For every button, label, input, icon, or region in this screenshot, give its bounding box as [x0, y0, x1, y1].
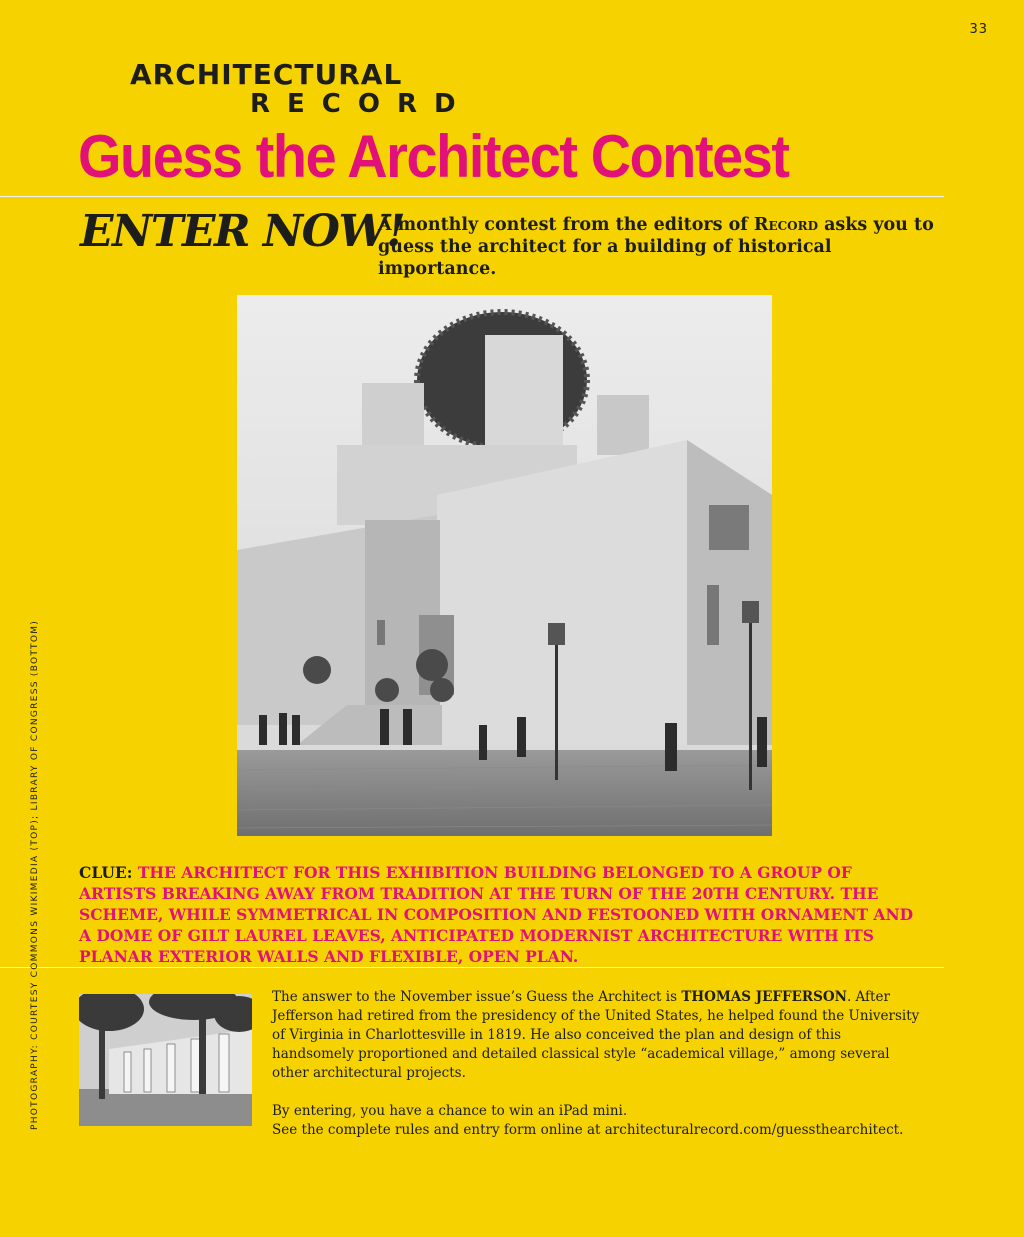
prize-text: By entering, you have a chance to win an iPad mini. — [272, 1103, 628, 1119]
answer-name: THOMAS JEFFERSON — [681, 989, 847, 1005]
divider-bottom — [0, 967, 944, 968]
photo-credit: PHOTOGRAPHY: COURTESY COMMONS WIKIMEDIA (TOP); LIBRARY OF CONGRESS (BOTTOM) — [30, 619, 40, 1130]
masthead-line2: RECORD — [250, 89, 473, 119]
page-number: 33 — [969, 22, 988, 37]
masthead-logo — [130, 60, 473, 118]
masthead-line1: ARCHITECTURAL — [130, 58, 403, 91]
divider-top — [0, 196, 944, 197]
entry-info — [272, 1102, 922, 1140]
intro-before: A monthly contest from the editors of — [378, 215, 754, 235]
intro-after: asks you to guess the architect for a building of historical importance. — [378, 215, 934, 279]
rules-text: See the complete rules and entry form online at architecturalrecord.com/guessthearchitect. — [272, 1122, 904, 1138]
intro-text — [378, 214, 938, 280]
intro-brand: Record — [753, 215, 818, 235]
previous-answer-text — [272, 988, 922, 1159]
answer-intro: The answer to the November issue’s Guess the Architect is — [272, 989, 682, 1005]
page-title: Guess the Architect Contest — [78, 123, 789, 190]
answer-paragraph — [272, 988, 922, 1083]
previous-answer-photo — [79, 994, 252, 1126]
enter-now-heading: ENTER NOW! — [80, 206, 405, 257]
clue-body: THE ARCHITECT FOR THIS EXHIBITION BUILDING BELONGED TO A GROUP OF ARTISTS BREAKING AWAY FROM TRADITION AT THE TURN OF THE 20TH CENTURY. THE SCHEME, WHILE SYMMETRICAL IN COMPOSITION AND FESTOONED WITH ORNAMENT AND A DOME OF GILT LAUREL LEAVES, ANTICIPATED MODERNIST ARCHITECTURE WITH ITS PLANAR EXTERIOR WALLS AND FLEXIBLE, OPEN PLAN. — [79, 863, 914, 966]
clue-text — [79, 862, 929, 967]
answer-body: . After Jefferson had retired from the presidency of the United States, he helped found the University of Virginia in Charlottesville in 1819. He also conceived the plan and design of this handsomely proportioned and detailed classical style “academical village,” among several other architectural projects. — [272, 989, 920, 1081]
clue-label: CLUE: — [79, 863, 133, 882]
exhibition-building-photo — [237, 295, 772, 836]
